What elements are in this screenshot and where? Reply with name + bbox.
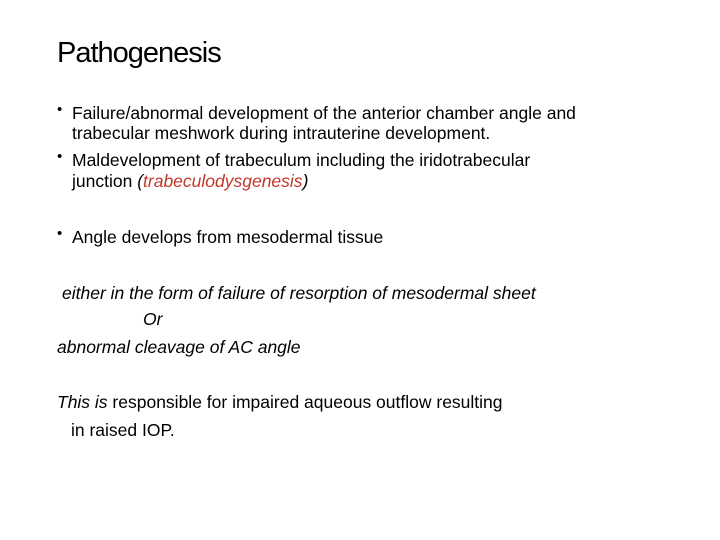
trabeculodysgenesis-term: trabeculodysgenesis bbox=[143, 171, 303, 191]
conclusion-line-1 bbox=[57, 390, 503, 415]
bullet-marker: • bbox=[57, 225, 63, 242]
bullet-marker: • bbox=[57, 101, 63, 118]
this-is-italic: This is bbox=[57, 392, 108, 412]
bullet-1-line-2: trabecular meshwork during intrauterine development. bbox=[72, 123, 491, 143]
bullet-2-open-paren: ( bbox=[137, 171, 144, 191]
bullet-marker: • bbox=[57, 148, 63, 165]
abnormal-cleavage-line: abnormal cleavage of AC angle bbox=[57, 337, 301, 357]
bullet-2-line-2 bbox=[72, 169, 308, 194]
bullet-3-line-1: Angle develops from mesodermal tissue bbox=[72, 227, 384, 247]
either-paragraph: either in the form of failure of resorption of mesodermal sheet bbox=[62, 283, 536, 303]
bullet-1-line-1: Failure/abnormal development of the anterior chamber angle and bbox=[72, 103, 576, 123]
bullet-2-close-paren: ) bbox=[302, 171, 309, 191]
or-line: Or bbox=[143, 309, 163, 329]
slide-title: Pathogenesis bbox=[57, 37, 221, 69]
bullet-2-line-2-prefix: junction bbox=[72, 171, 138, 191]
conclusion-rest: responsible for impaired aqueous outflow resulting bbox=[107, 392, 503, 412]
bullet-2-line-1: Maldevelopment of trabeculum including the iridotrabecular bbox=[72, 150, 531, 170]
conclusion-line-2: in raised IOP. bbox=[71, 420, 175, 440]
